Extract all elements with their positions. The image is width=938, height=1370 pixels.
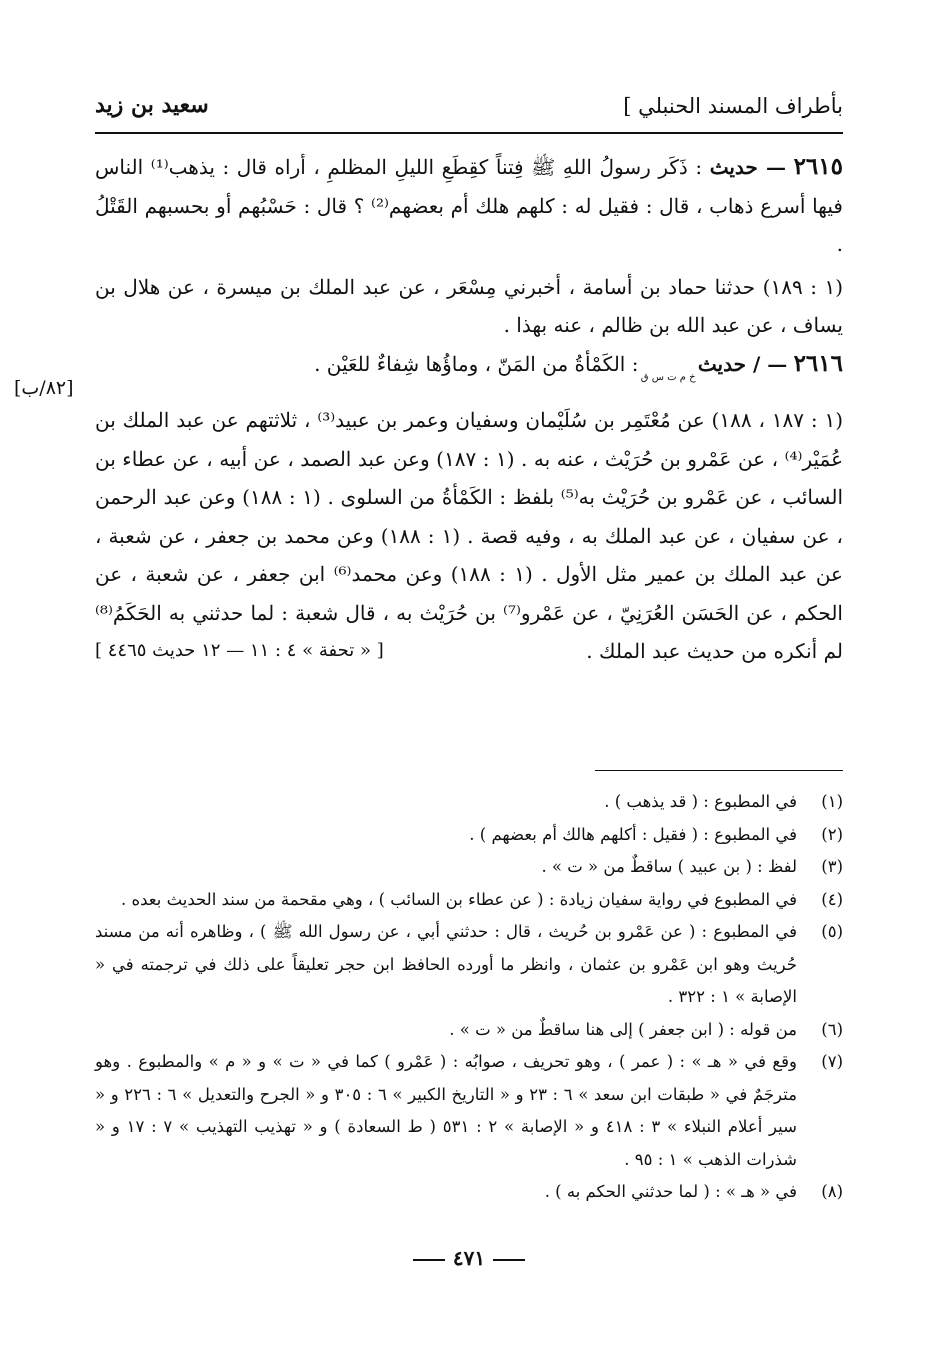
footnote-number: (٣) (821, 857, 843, 876)
footnote-number: (٧) (821, 1052, 843, 1071)
footnote-rule (595, 770, 843, 771)
hadith-text: : ذَكَر رسولُ اللهِ ﷺ فِتناً كقِطَعِ الليلِ المظلمِ ، أراه قال : يذهب⁽¹⁾ الناس فيها أسرع ذهاب ، قال : فقيل له : كلهم هلك أم بعضهم⁽²⁾ ؟ قال : حَسْبُهم أو بحسبهم القَتْلُ . (95, 155, 843, 256)
footnote-number: (٤) (821, 889, 843, 909)
footnote-text: في المطبوع : ( قد يذهب ) . (604, 792, 797, 811)
section-title: سعيد بن زيد (95, 92, 209, 118)
footnote-text: في المطبوع في رواية سفيان زيادة : ( عن عطاء بن السائب ) ، وهي مقحمة من سند الحديث بعده . (120, 889, 797, 909)
book-title: بأطراف المسند الحنبلي ] (623, 94, 843, 118)
footnote (95, 1014, 843, 1047)
footnote (95, 916, 843, 1014)
hadith-text: : الكَمْأةُ من المَنّ ، وماؤُها شِفاءٌ للعَيْن . (314, 351, 639, 376)
footnote (95, 786, 843, 819)
hadith-2615-citation: (١ : ١٨٩) حدثنا حماد بن أسامة ، أخبرني مِسْعَر ، عن عبد الملك بن ميسرة ، عن هلال بن يساف ، عن عبد الله بن ظالم ، عنه بهذا . (95, 274, 844, 337)
tuhfa-reference: [ « تحفة » ٤ : ١١ — ١٢ حديث ٤٤٦٥ ] (95, 640, 384, 661)
footnote-text: لفظ : ( بن عبيد ) ساقطٌ من « ت » . (541, 857, 797, 876)
running-header (95, 92, 843, 126)
hadith-keyword: حديث (709, 155, 758, 179)
manuscript-folio-note: [٨٢/ب] (14, 377, 74, 399)
footnote (95, 884, 843, 917)
footnote (95, 851, 843, 884)
footnote-number: (٢) (821, 824, 843, 844)
page-number-value: ٤٧١ (452, 1246, 486, 1270)
page-number (0, 1246, 938, 1270)
footnote-text: في المطبوع : ( فقيل : أكلهم هالك أم بعضهم ) . (469, 824, 797, 844)
footnote (95, 1046, 843, 1176)
hadith-keyword: حديث (697, 351, 746, 376)
citation-text: (١ : ١٨٧ ، ١٨٨) عن مُعْتَمِر بن سُلَيْمان وسفيان وعمر بن عبيد⁽³⁾ ، ثلاثتهم عن عبد الملك بن عُمَيْر⁽⁴⁾ ، عن عَمْرو بن حُرَيْث ، عنه به . (١ : ١٨٧) وعن عبد الصمد ، عن أبيه ، عن عطاء بن السائب ، عن عَمْرو بن حُرَيْث به⁽⁵⁾ بلفظ : الكَمْأةُ من السلوى . (١ : ١٨٨) وعن عبد الرحمن ، عن سفيان ، عن عبد الملك به ، وفيه قصة . (١ : ١٨٨) وعن محمد بن جعفر ، عن شعبة ، عن عبد الملك بن عمير مثل الأول . (١ : ١٨٨) وعن محمد⁽⁶⁾ ابن جعفر ، عن شعبة ، عن الحكم ، عن الحَسَن العُرَنِيّ ، عن عَمْرو⁽⁷⁾ بن حُرَيْث به ، قال شعبة : لما حدثني به الحَكَمُ⁽⁸⁾ لم أنكره من حديث عبد الملك . (95, 408, 844, 663)
footnote-text: وقع في « هـ » : ( عمر ) ، وهو تحريف ، صوابُه : ( عَمْرو ) كما في « ت » و « م » والمطبوع . وهو مترجَمٌ في « طبقات ابن سعد » ٦ : ٢٣ و « التاريخ الكبير » ٦ : ٣٠٥ و « الجرح والتعديل » ٦ : ٢٢٦ و « سير أعلام النبلاء » ٣ : ٤١٨ و « الإصابة » ٢ : ٥٣١ ( ط السعادة ) و « تهذيب التهذيب » ٧ : ١٧ و « شذرات الذهب » ١ : ٩٥ . (95, 1052, 797, 1169)
footnote (95, 819, 843, 852)
hadith-2616: ٢٦١٦ — / حديث $_{خ م ت س ق}$ : الكَمْأةُ من المَنّ ، وماؤُها شِفاءٌ للعَيْن . (314, 349, 843, 383)
footnote-text: في المطبوع : ( عن عَمْرو بن حُريث ، قال : حدثني أبي ، عن رسول الله ﷺ ) ، وظاهره أنه من مسند حُريث وهو ابن عَمْرو بن عثمان ، وانظر ما أورده الحافظ ابن حجر تعليقاً على ذلك في ترجمته في « الإصابة » ١ : ٣٢٢ . (95, 922, 797, 1006)
footnote (95, 1176, 843, 1209)
footnote-text: في « هـ » : ( لما حدثني الحكم به ) . (544, 1182, 797, 1201)
header-rule (95, 132, 843, 134)
footnote-text: من قوله : ( ابن جعفر ) إلى هنا ساقطٌ من « ت » . (449, 1019, 797, 1039)
collection-sigla: خ م ت س ق (640, 371, 696, 383)
page-number-dash (413, 1259, 445, 1261)
hadith-number: ٢٦١٥ (793, 153, 843, 180)
hadith-2616-citation (95, 401, 843, 671)
hadith-number: ٢٦١٦ (793, 349, 843, 377)
page-number-dash (493, 1259, 525, 1261)
main-text (95, 148, 843, 671)
footnotes (95, 786, 843, 1209)
hadith-2615: ٢٦١٥ — حديث : ذَكَر رسولُ اللهِ ﷺ فِتناً كقِطَعِ الليلِ المظلمِ ، أراه قال : يذهب⁽¹⁾ الناس فيها أسرع ذهاب ، قال : فقيل له : كلهم هلك أم بعضهم⁽²⁾ ؟ قال : حَسْبُهم أو بحسبهم القَتْلُ . (95, 153, 843, 256)
footnote-number: (٨) (821, 1182, 843, 1201)
footnote-number: (١) (821, 792, 843, 811)
footnote-number: (٥) (821, 922, 843, 941)
footnote-number: (٦) (821, 1019, 843, 1039)
